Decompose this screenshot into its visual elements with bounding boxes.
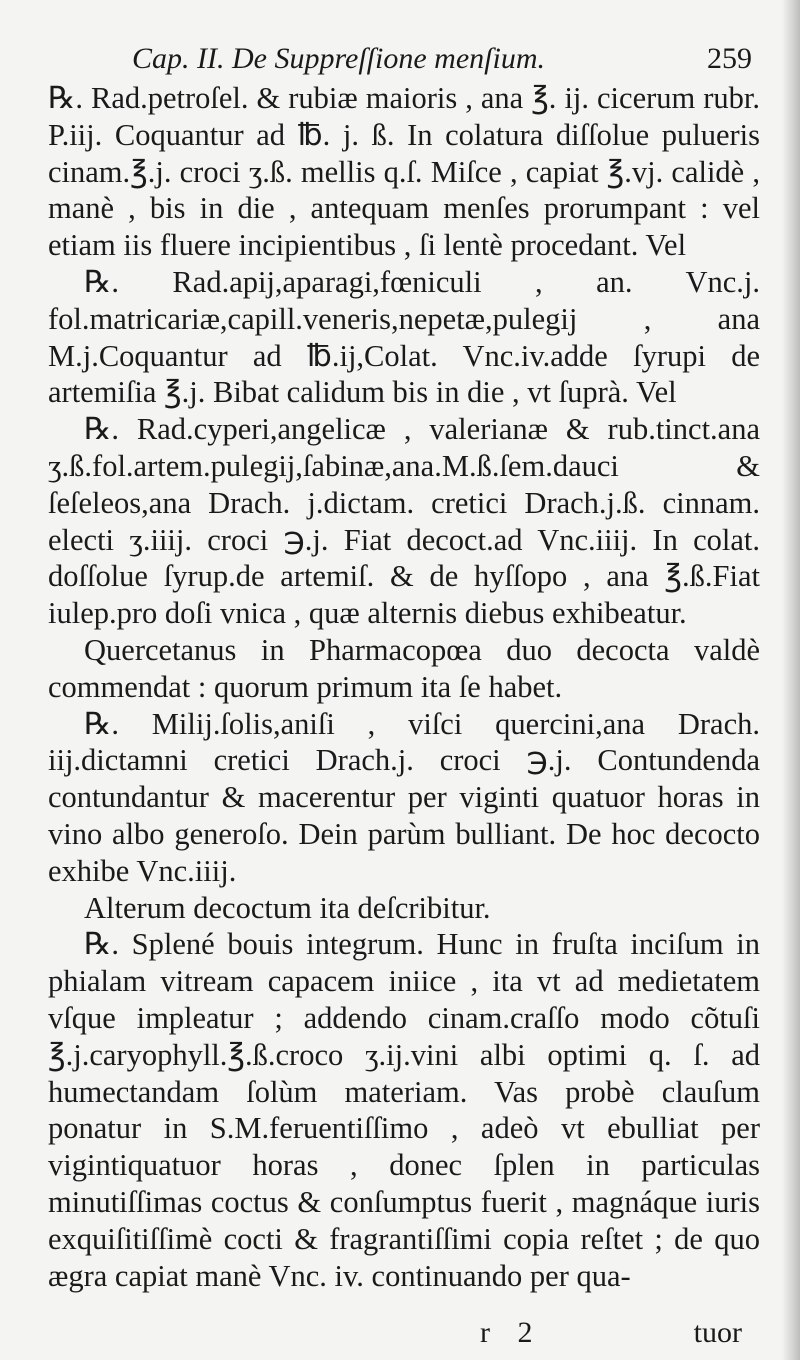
recipe-paragraph: ℞. Rad.cyperi,angelicæ , valerianæ & rub.tinct.ana ʒ.ß.fol.artem.pulegij,ſabinæ,ana.M.ß.ſem.dauci & ſeſeleos,ana Drach. j.dictam. cretici Drach.j.ß. cinnam. electi ʒ.iiij. croci ℈.j. Fiat decoct.ad Vnc.iiij. In colat. doſſolue ſyrup.de artemiſ. & de hyſſopo , ana ℥.ß.Fiat iulep.pro doſi vnica , quæ alternis diebus exhibeatur.: [48, 412, 760, 631]
text-paragraph: Alterum decoctum ita deſcribitur.: [84, 890, 491, 925]
recipe-paragraph: ℞. Rad.petroſel. & rubiæ maioris , ana ℥. ij. cicerum rubr. P.iij. Coquantur ad ℔. j. ß. In colatura diſſolue pulueris cinam.℥.j. croci ʒ.ß. mellis q.ſ. Miſce , capiat ℥.vj. calidè , manè , bis in die , antequam menſes prorumpant : vel etiam iis fluere incipientibus , ſi lentè procedant. Vel: [48, 81, 760, 263]
running-header: [48, 40, 760, 80]
signature-mark: r 2: [480, 1316, 543, 1349]
recipe-paragraph: ℞. Splené bouis integrum. Hunc in fruſta inciſum in phialam vitream capacem iniice , ita vt ad medietatem vſque impleatur ; addendo cinam.craſſo modo cõtuſi ℥.j.caryophyll.℥.ß.croco ʒ.ij.vini albi optimi q. ſ. ad humectandam ſolùm materiam. Vas probè clauſum ponatur in S.M.feruentiſſimo , adeò vt ebulliat per vigintiquatuor horas , donec ſplen in particulas minutiſſimas coctus & conſumptus fuerit , magnáque iuris exquiſitiſſimè cocti & fragrantiſſimi copia reſtet ; de quo ægra capiat manè Vnc. iv. continuando per qua-: [48, 927, 760, 1293]
page-body: [48, 80, 760, 1294]
page-number: 259: [707, 42, 752, 75]
catchword: tuor: [693, 1316, 742, 1349]
recipe-paragraph: ℞. Rad.apij,aparagi,fœniculi , an. Vnc.j. fol.matricariæ,capill.veneris,nepetæ,pulegij , ana M.j.Coquantur ad ℔.ij,Colat. Vnc.iv.adde ſyrupi de artemiſia ℥.j. Bibat calidum bis in die , vt ſuprà. Vel: [48, 264, 760, 410]
running-title: Cap. II. De Suppreſſione menſium.: [132, 42, 545, 75]
page-footer: [48, 1316, 760, 1352]
page-gutter-shadow: [782, 0, 800, 1360]
text-paragraph: Quercetanus in Pharmacopœa duo decocta valdè commendat : quorum primum ita ſe habet.: [48, 632, 760, 704]
recipe-paragraph: ℞. Milij.ſolis,aniſi , viſci quercini,ana Drach. iij.dictamni cretici Drach.j. croci ℈.j. Contundenda contundantur & macerentur per viginti quatuor horas in vino albo generoſo. Dein parùm bulliant. De hoc decocto exhibe Vnc.iiij.: [48, 706, 760, 888]
